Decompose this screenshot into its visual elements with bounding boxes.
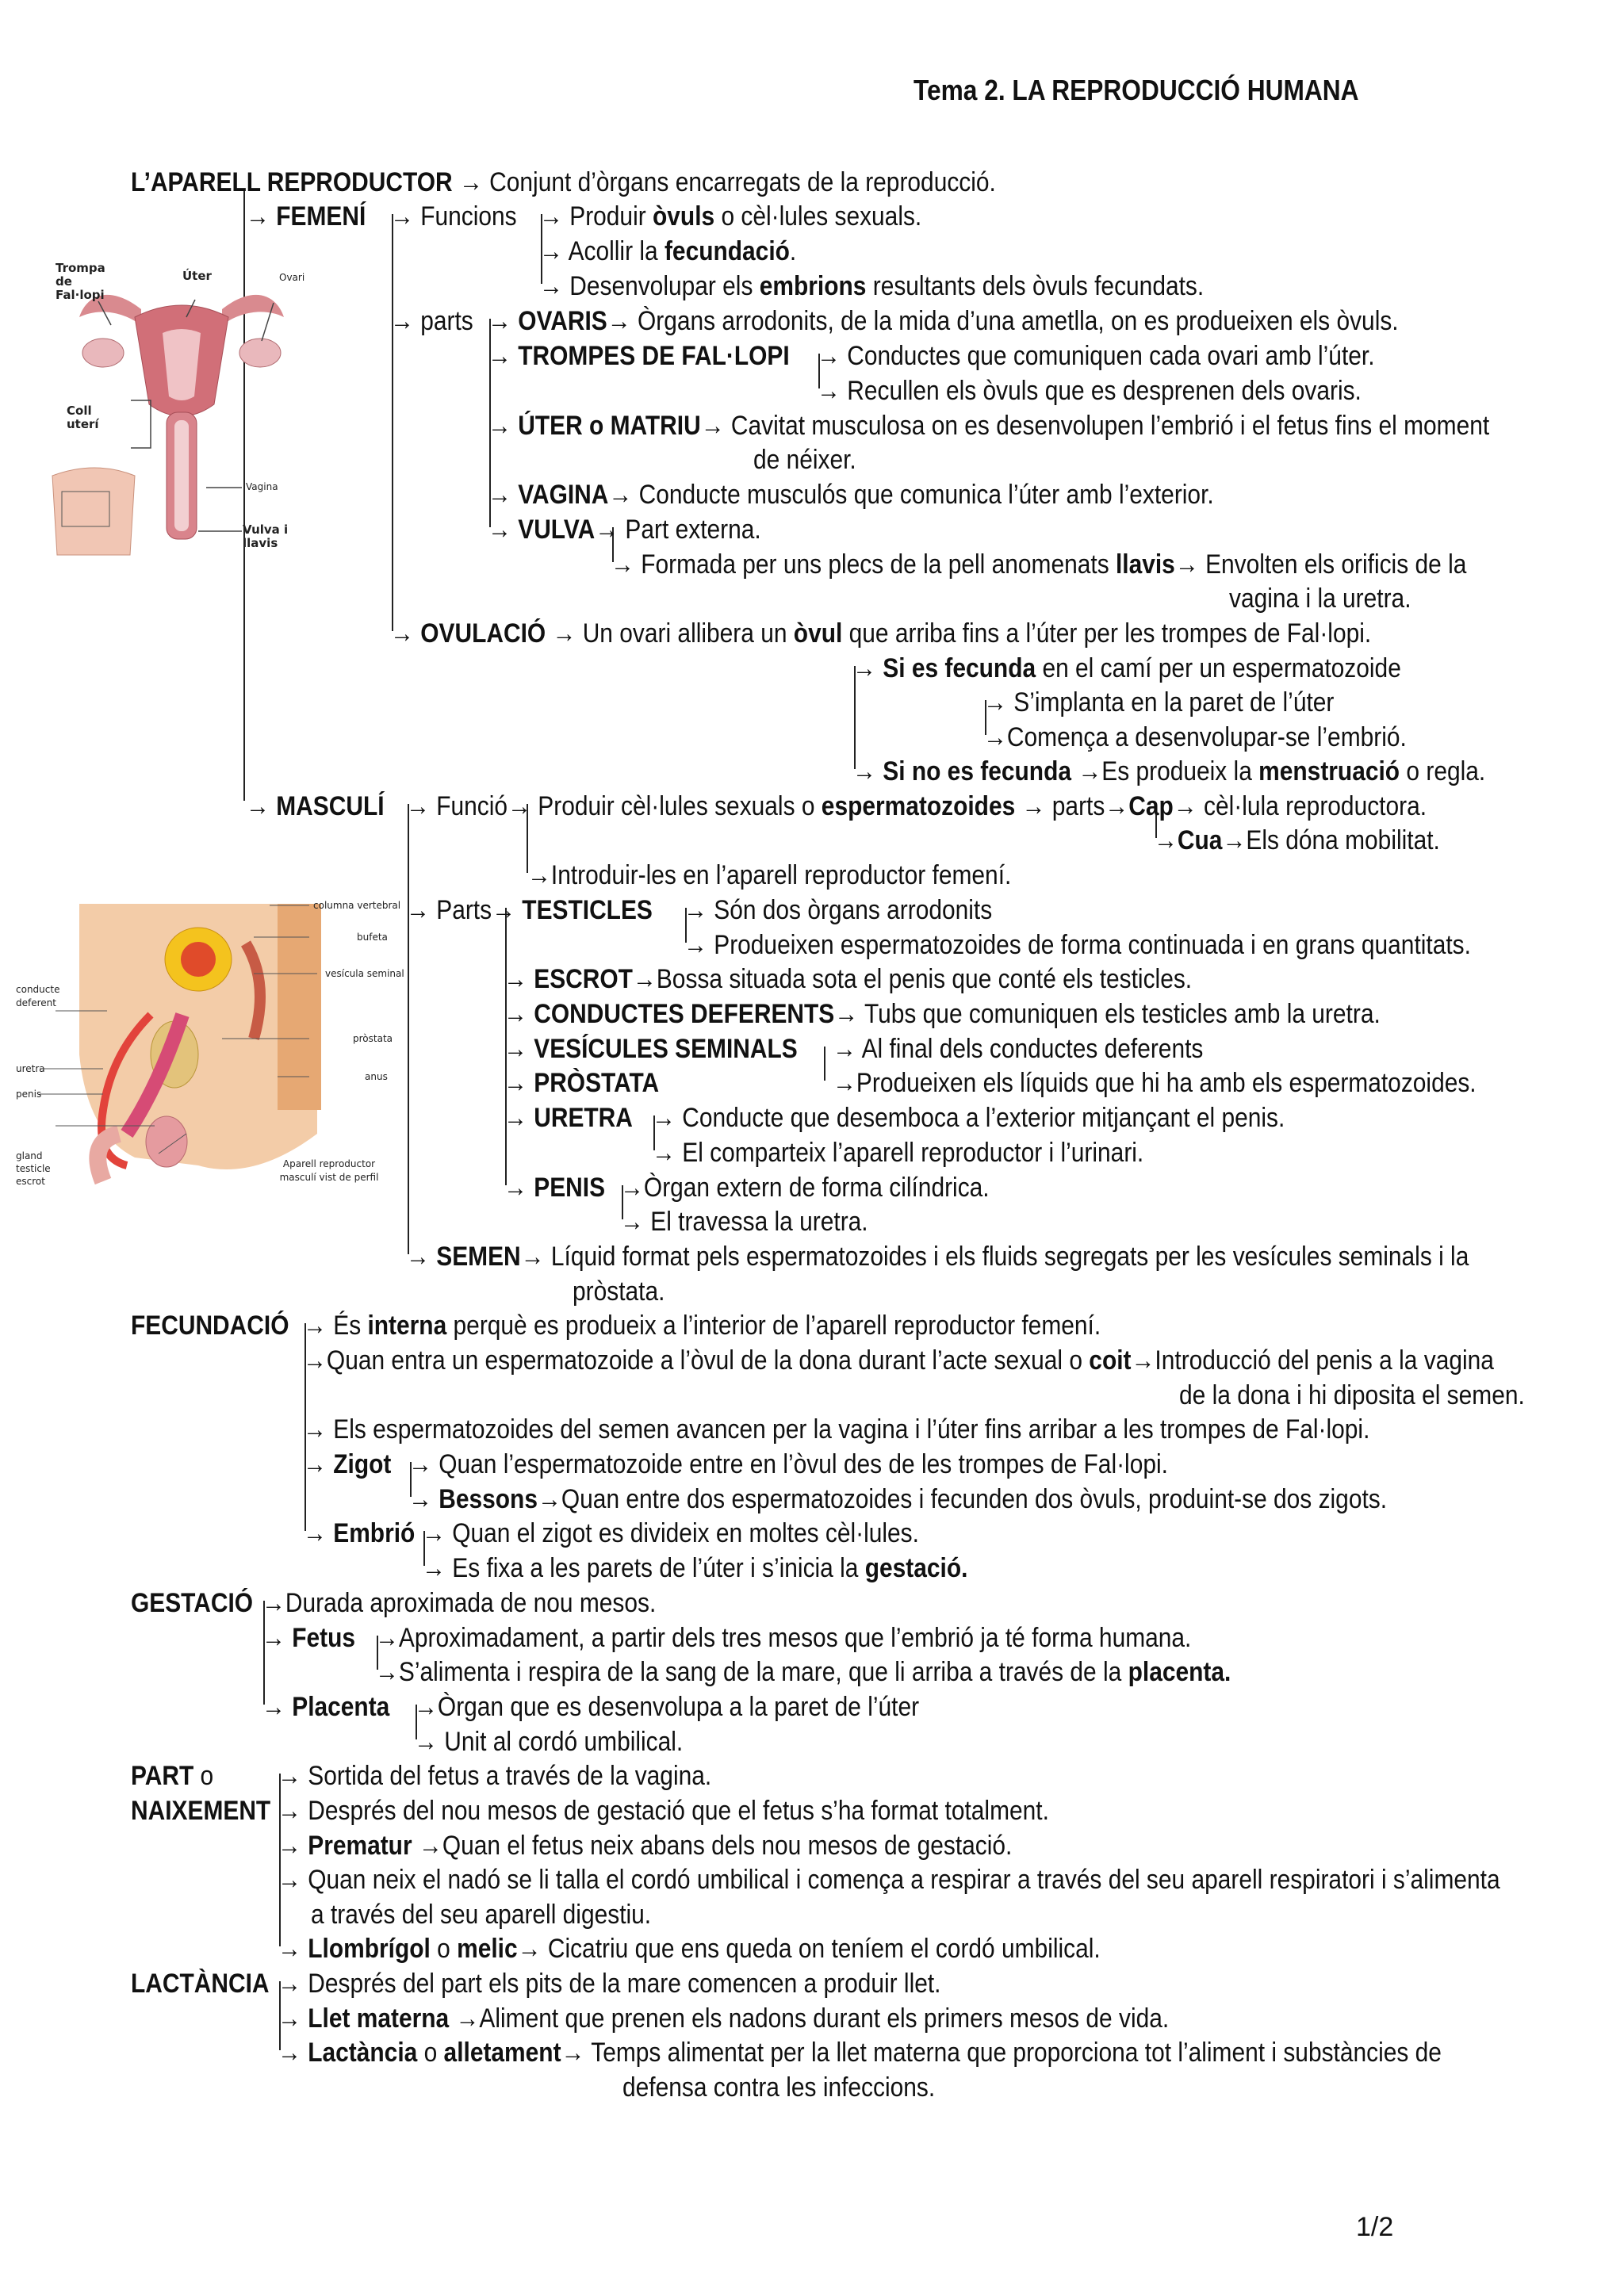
text-line: → Embrió (303, 1518, 416, 1548)
text-line: → OVULACIÓ → Un ovari allibera un òvul que arriba fins a l’úter per les trompes de Fal·lopi. (390, 618, 1372, 649)
label-conducte: conducte deferent (16, 984, 60, 1008)
text-line: L’APARELL REPRODUCTOR → Conjunt d’òrgans encarregats de la reproducció. (131, 167, 996, 197)
text-line: NAIXEMENT (131, 1796, 271, 1826)
text-line: → El comparteix l’aparell reproductor i l’urinari. (652, 1138, 1144, 1168)
label-vesicula: vesícula seminal (325, 968, 404, 979)
label-testicle: testicle (16, 1163, 51, 1174)
text-line: → Bessons→Quan entre dos espermatozoides i fecunden dos òvuls, produint-se dos zigots. (408, 1484, 1388, 1514)
text-line: →Cua→Els dóna mobilitat. (1154, 825, 1440, 855)
text-line: → Es fixa a les parets de l’úter i s’inicia la gestació. (422, 1553, 968, 1583)
text-line: → TROMPES DE FAL·LOPI (488, 341, 790, 371)
text-line: → Després del part els pits de la mare comencen a produir llet. (278, 1969, 941, 1999)
text-line: a través del seu aparell digestiu. (311, 1900, 652, 1930)
page-title: Tema 2. LA REPRODUCCIÓ HUMANA (914, 74, 1359, 106)
label-penis: penis (16, 1089, 42, 1100)
label-bufeta: bufeta (357, 932, 388, 943)
female-reproductive-figure (48, 262, 309, 563)
text-line: → Si es fecunda en el camí per un espermatozoide (852, 653, 1401, 683)
text-line: → MASCULÍ (246, 791, 385, 821)
text-line: → FEMENÍ (246, 201, 366, 232)
text-line: → Quan el zigot es divideix en moltes cèl·lules. (422, 1518, 919, 1548)
text-line: → Si no es fecunda →Es produeix la menstruació o regla. (852, 756, 1486, 786)
male-profile-illustration (16, 896, 396, 1197)
text-line: →Òrgan extern de forma cilíndrica. (620, 1173, 990, 1203)
text-line: →Durada aproximada de nou mesos. (262, 1588, 657, 1618)
text-line: defensa contra les infeccions. (622, 2072, 936, 2103)
text-line: PART o (131, 1761, 214, 1791)
text-line: → Produeixen espermatozoides de forma continuada i en grans quantitats. (684, 930, 1471, 960)
text-line: → Unit al cordó umbilical. (414, 1727, 684, 1757)
label-anus: anus (365, 1071, 388, 1082)
text-line: → Funcions (390, 201, 517, 232)
text-line: → Lactància o alletament→ Temps alimentat per la llet materna que proporciona tot l’aliment i substàncies de (278, 2038, 1442, 2068)
text-line: vagina i la uretra. (1229, 584, 1411, 614)
label-columna: columna vertebral (313, 900, 401, 911)
label-vulva: Vulva i llavis (243, 522, 289, 550)
text-line: →Produeixen els líquids que hi ha amb els espermatozoides. (833, 1068, 1477, 1098)
text-line: → Zigot (303, 1449, 392, 1479)
label-prostata: pròstata (353, 1033, 393, 1044)
text-line: → VESÍCULES SEMINALS (504, 1034, 798, 1064)
text-line: → SEMEN→ Líquid format pels espermatozoides i els fluids segregats per les vesícules seminals i la (406, 1242, 1469, 1272)
text-line: → Placenta (262, 1692, 390, 1722)
text-line: → PENIS (504, 1173, 606, 1203)
text-line: → CONDUCTES DEFERENTS→ Tubs que comuniquen els testicles amb la uretra. (504, 999, 1381, 1029)
text-line: → Els espermatozoides del semen avancen per la vagina i l’úter fins arribar a les trompes de Fal·lopi. (303, 1414, 1370, 1445)
text-line: → Desenvolupar els embrions resultants dels òvuls fecundats. (539, 271, 1205, 301)
text-line: LACTÀNCIA (131, 1969, 270, 1999)
label-caption: Aparell reproductor masculí vist de perfil (279, 1158, 379, 1183)
text-line: → Acollir la fecundació. (539, 236, 797, 266)
text-line: → S’implanta en la paret de l’úter (983, 687, 1335, 718)
text-line: → PRÒSTATA (504, 1068, 660, 1098)
text-line: → Produir òvuls o cèl·lules sexuals. (539, 201, 922, 232)
label-coll: Coll uterí (67, 404, 99, 431)
text-line: GESTACIÓ (131, 1588, 254, 1618)
text-line: → És interna perquè es produeix a l’interior de l’aparell reproductor femení. (303, 1311, 1101, 1341)
text-line: → ÚTER o MATRIU→ Cavitat musculosa on es desenvolupen l’embrió i el fetus fins el moment (488, 411, 1490, 441)
text-line: de la dona i hi diposita el semen. (1179, 1380, 1525, 1410)
text-line: pròstata. (573, 1276, 665, 1307)
label-uretra: uretra (16, 1063, 45, 1074)
text-line: → Sortida del fetus a través de la vagina. (278, 1761, 712, 1791)
page-number: 1/2 (1356, 2212, 1394, 2242)
text-line: → Quan neix el nadó se li talla el cordó umbilical i comença a respirar a través del seu aparell respiratori i s’alimenta (278, 1865, 1500, 1895)
text-line: → Parts→ TESTICLES (406, 895, 653, 925)
label-trompa: Trompa de Fal·lopi (56, 261, 105, 302)
text-line: →Aproximadament, a partir dels tres mesos que l’embrió ja té forma humana. (375, 1623, 1192, 1653)
text-line: → Recullen els òvuls que es desprenen dels ovaris. (817, 376, 1362, 406)
label-vagina: Vagina (246, 481, 278, 492)
text-line: → Conducte que desemboca a l’exterior mitjançant el penis. (652, 1103, 1285, 1133)
text-line: →Introduir-les en l’aparell reproductor femení. (527, 860, 1012, 890)
text-line: →S’alimenta i respira de la sang de la mare, que li arriba a través de la placenta. (375, 1657, 1231, 1687)
label-ovari: Ovari (279, 272, 305, 283)
text-line: → VULVA→ Part externa. (488, 515, 761, 545)
text-line: → Al final dels conductes deferents (833, 1034, 1204, 1064)
label-escrot: escrot (16, 1176, 45, 1187)
male-reproductive-figure (16, 896, 404, 1197)
text-line: → Llombrígol o melic→ Cicatriu que ens queda on teníem el cordó umbilical. (278, 1934, 1101, 1964)
text-line: FECUNDACIÓ (131, 1311, 289, 1341)
text-line: →Quan entra un espermatozoide a l’òvul de la dona durant l’acte sexual o coit→Introducció del penis a la vagina (303, 1345, 1494, 1376)
text-line: de néixer. (753, 445, 856, 475)
text-line: → ESCROT→Bossa situada sota el penis que conté els testicles. (504, 964, 1193, 994)
text-line: → Són dos òrgans arrodonits (684, 895, 993, 925)
text-line: → Formada per uns plecs de la pell anomenats llavis→ Envolten els orificis de la (611, 549, 1467, 580)
label-gland: gland (16, 1150, 43, 1161)
text-line: → Després del nou mesos de gestació que el fetus s’ha format totalment. (278, 1796, 1049, 1826)
text-line: →Comença a desenvolupar-se l’embrió. (983, 722, 1407, 752)
text-line: → Quan l’espermatozoide entre en l’òvul des de les trompes de Fal·lopi. (408, 1449, 1168, 1479)
text-line: → Llet materna →Aliment que prenen els nadons durant els primers mesos de vida. (278, 2003, 1170, 2034)
text-line: → El travessa la uretra. (620, 1207, 868, 1237)
text-line: →Òrgan que es desenvolupa a la paret de l’úter (414, 1692, 920, 1722)
text-line: → Conductes que comuniquen cada ovari amb l’úter. (817, 341, 1375, 371)
text-line: → VAGINA→ Conducte musculós que comunica l’úter amb l’exterior. (488, 480, 1214, 510)
text-line: → Fetus (262, 1623, 356, 1653)
text-line: → URETRA (504, 1103, 633, 1133)
text-line: → Prematur →Quan el fetus neix abans dels nou mesos de gestació. (278, 1831, 1013, 1861)
text-line: → Funció→ Produir cèl·lules sexuals o espermatozoides → parts→Cap→ cèl·lula reproductora. (406, 791, 1427, 821)
label-uter: Úter (182, 269, 212, 283)
text-line: → parts (390, 306, 473, 336)
text-line: → OVARIS→ Òrgans arrodonits, de la mida d’una ametlla, on es produeixen els òvuls. (488, 306, 1399, 336)
